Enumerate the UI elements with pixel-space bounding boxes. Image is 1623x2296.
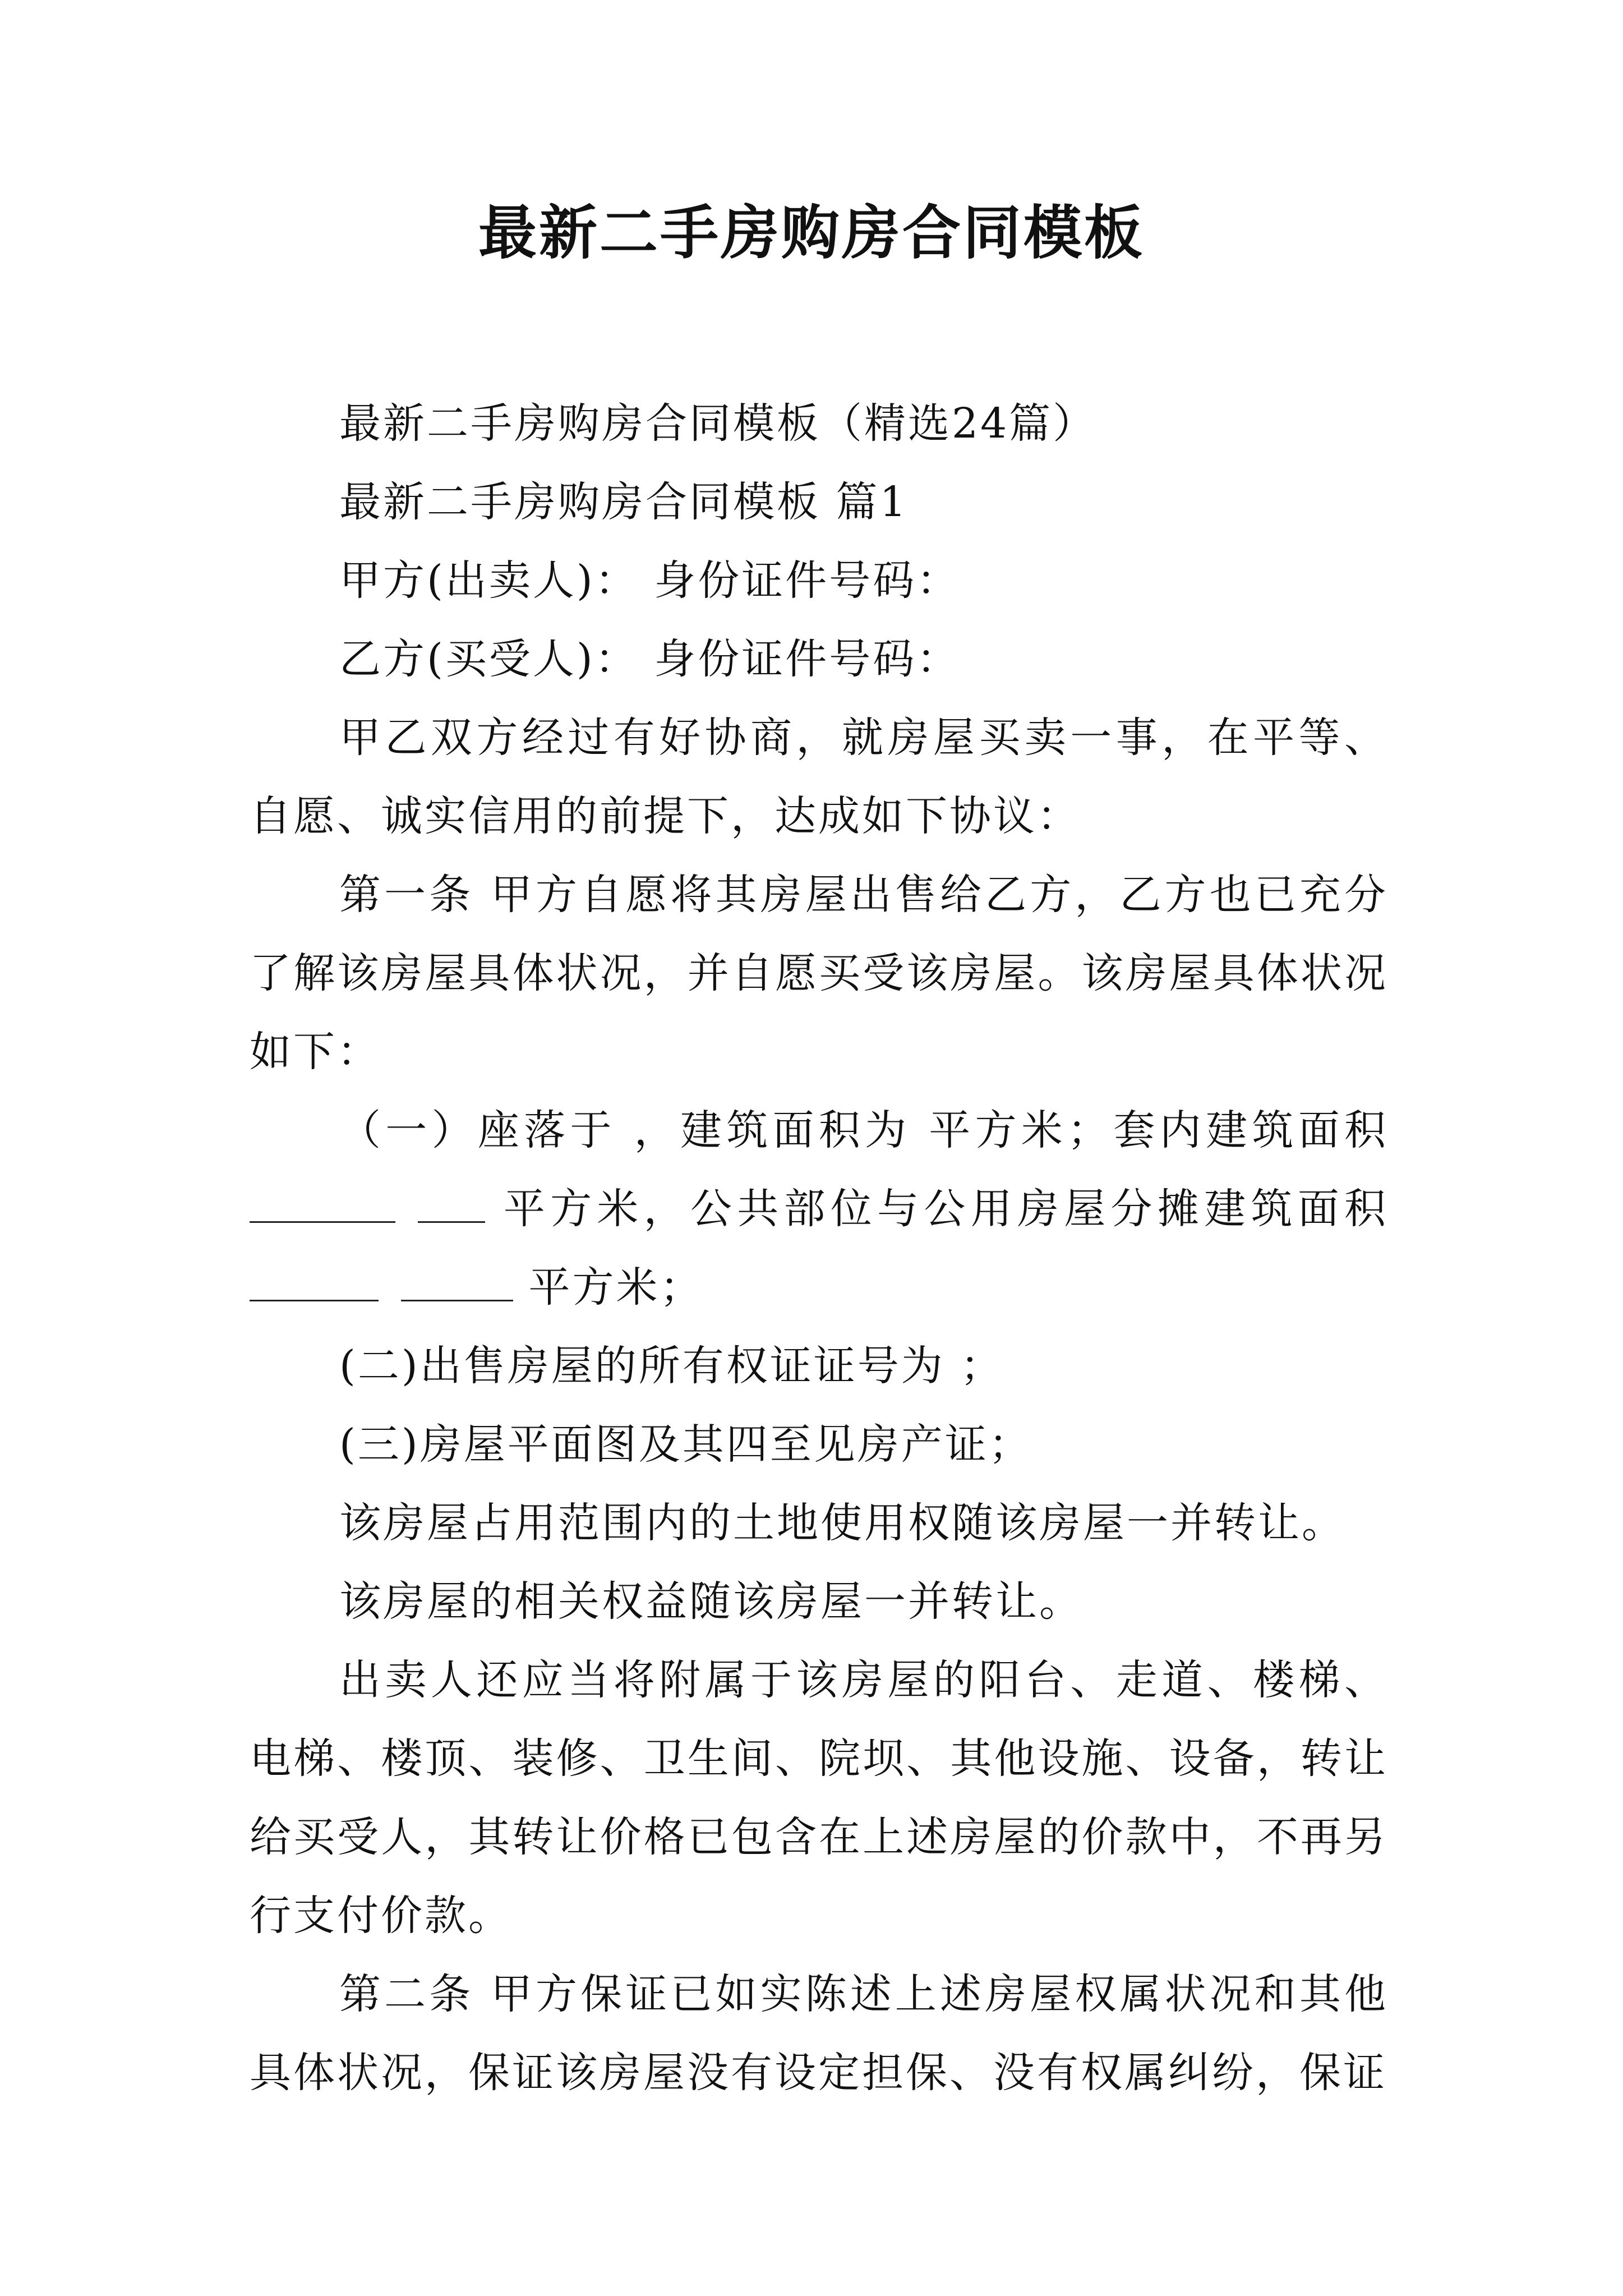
paragraph-item-3: (三)房屋平面图及其四至见房产证； [339,1420,1032,1469]
paragraph-article-1: 第一条 甲方自愿将其房屋出售给乙方，乙方也已充分了解该房屋具体状况，并自愿买受该房屋。该房屋具体状况如下： [250,871,1388,1076]
paragraph-item-1 [250,1091,1388,1327]
paragraph-intro: 甲乙双方经过有好协商，就房屋买卖一事，在平等、自愿、诚实信用的前提下，达成如下协议： [250,714,1388,840]
paragraph-article-2: 第二条 甲方保证已如实陈述上述房屋权属状况和其他具体状况，保证该房屋没有设定担保、没有权属纠纷，保证 [250,1970,1388,2097]
paragraph-item-2: (二)出售房屋的所有权证证号为 ； [339,1342,1004,1390]
document-title: 最新二手房购房合同模板 [478,198,1145,267]
paragraph-land-use: 该房屋占用范围内的土地使用权随该房屋一并转让。 [339,1499,1345,1547]
blank-line [401,1266,513,1301]
blank-line [250,1266,379,1301]
item-1-shared-area-text: 平方米，公共部位与公用房屋分摊建筑面积 [503,1185,1388,1233]
paragraph-subtitle: 最新二手房购房合同模板（精选24篇） [339,399,1097,448]
paragraph-party-a: 甲方(出卖人)： 身份证件号码： [339,556,961,605]
item-1-location-text: （一）座落于 ，建筑面积为 平方米；套内建筑面积 [339,1106,1388,1154]
document-body [250,384,1388,2112]
paragraph-rights: 该房屋的相关权益随该房屋一并转让。 [339,1577,1083,1626]
blank-line [250,1188,395,1223]
paragraph-section-heading: 最新二手房购房合同模板 篇1 [339,478,909,526]
paragraph-attachments: 出卖人还应当将附属于该房屋的阳台、走道、楼梯、电梯、楼顶、装修、卫生间、院坝、其他设施、设备，转让给买受人，其转让价格已包含在上述房屋的价款中，不再另行支付价款。 [250,1656,1388,1940]
paragraph-party-b: 乙方(买受人)： 身份证件号码： [339,635,961,683]
item-1-unit-text: 平方米； [528,1263,704,1312]
blank-line [418,1188,485,1223]
